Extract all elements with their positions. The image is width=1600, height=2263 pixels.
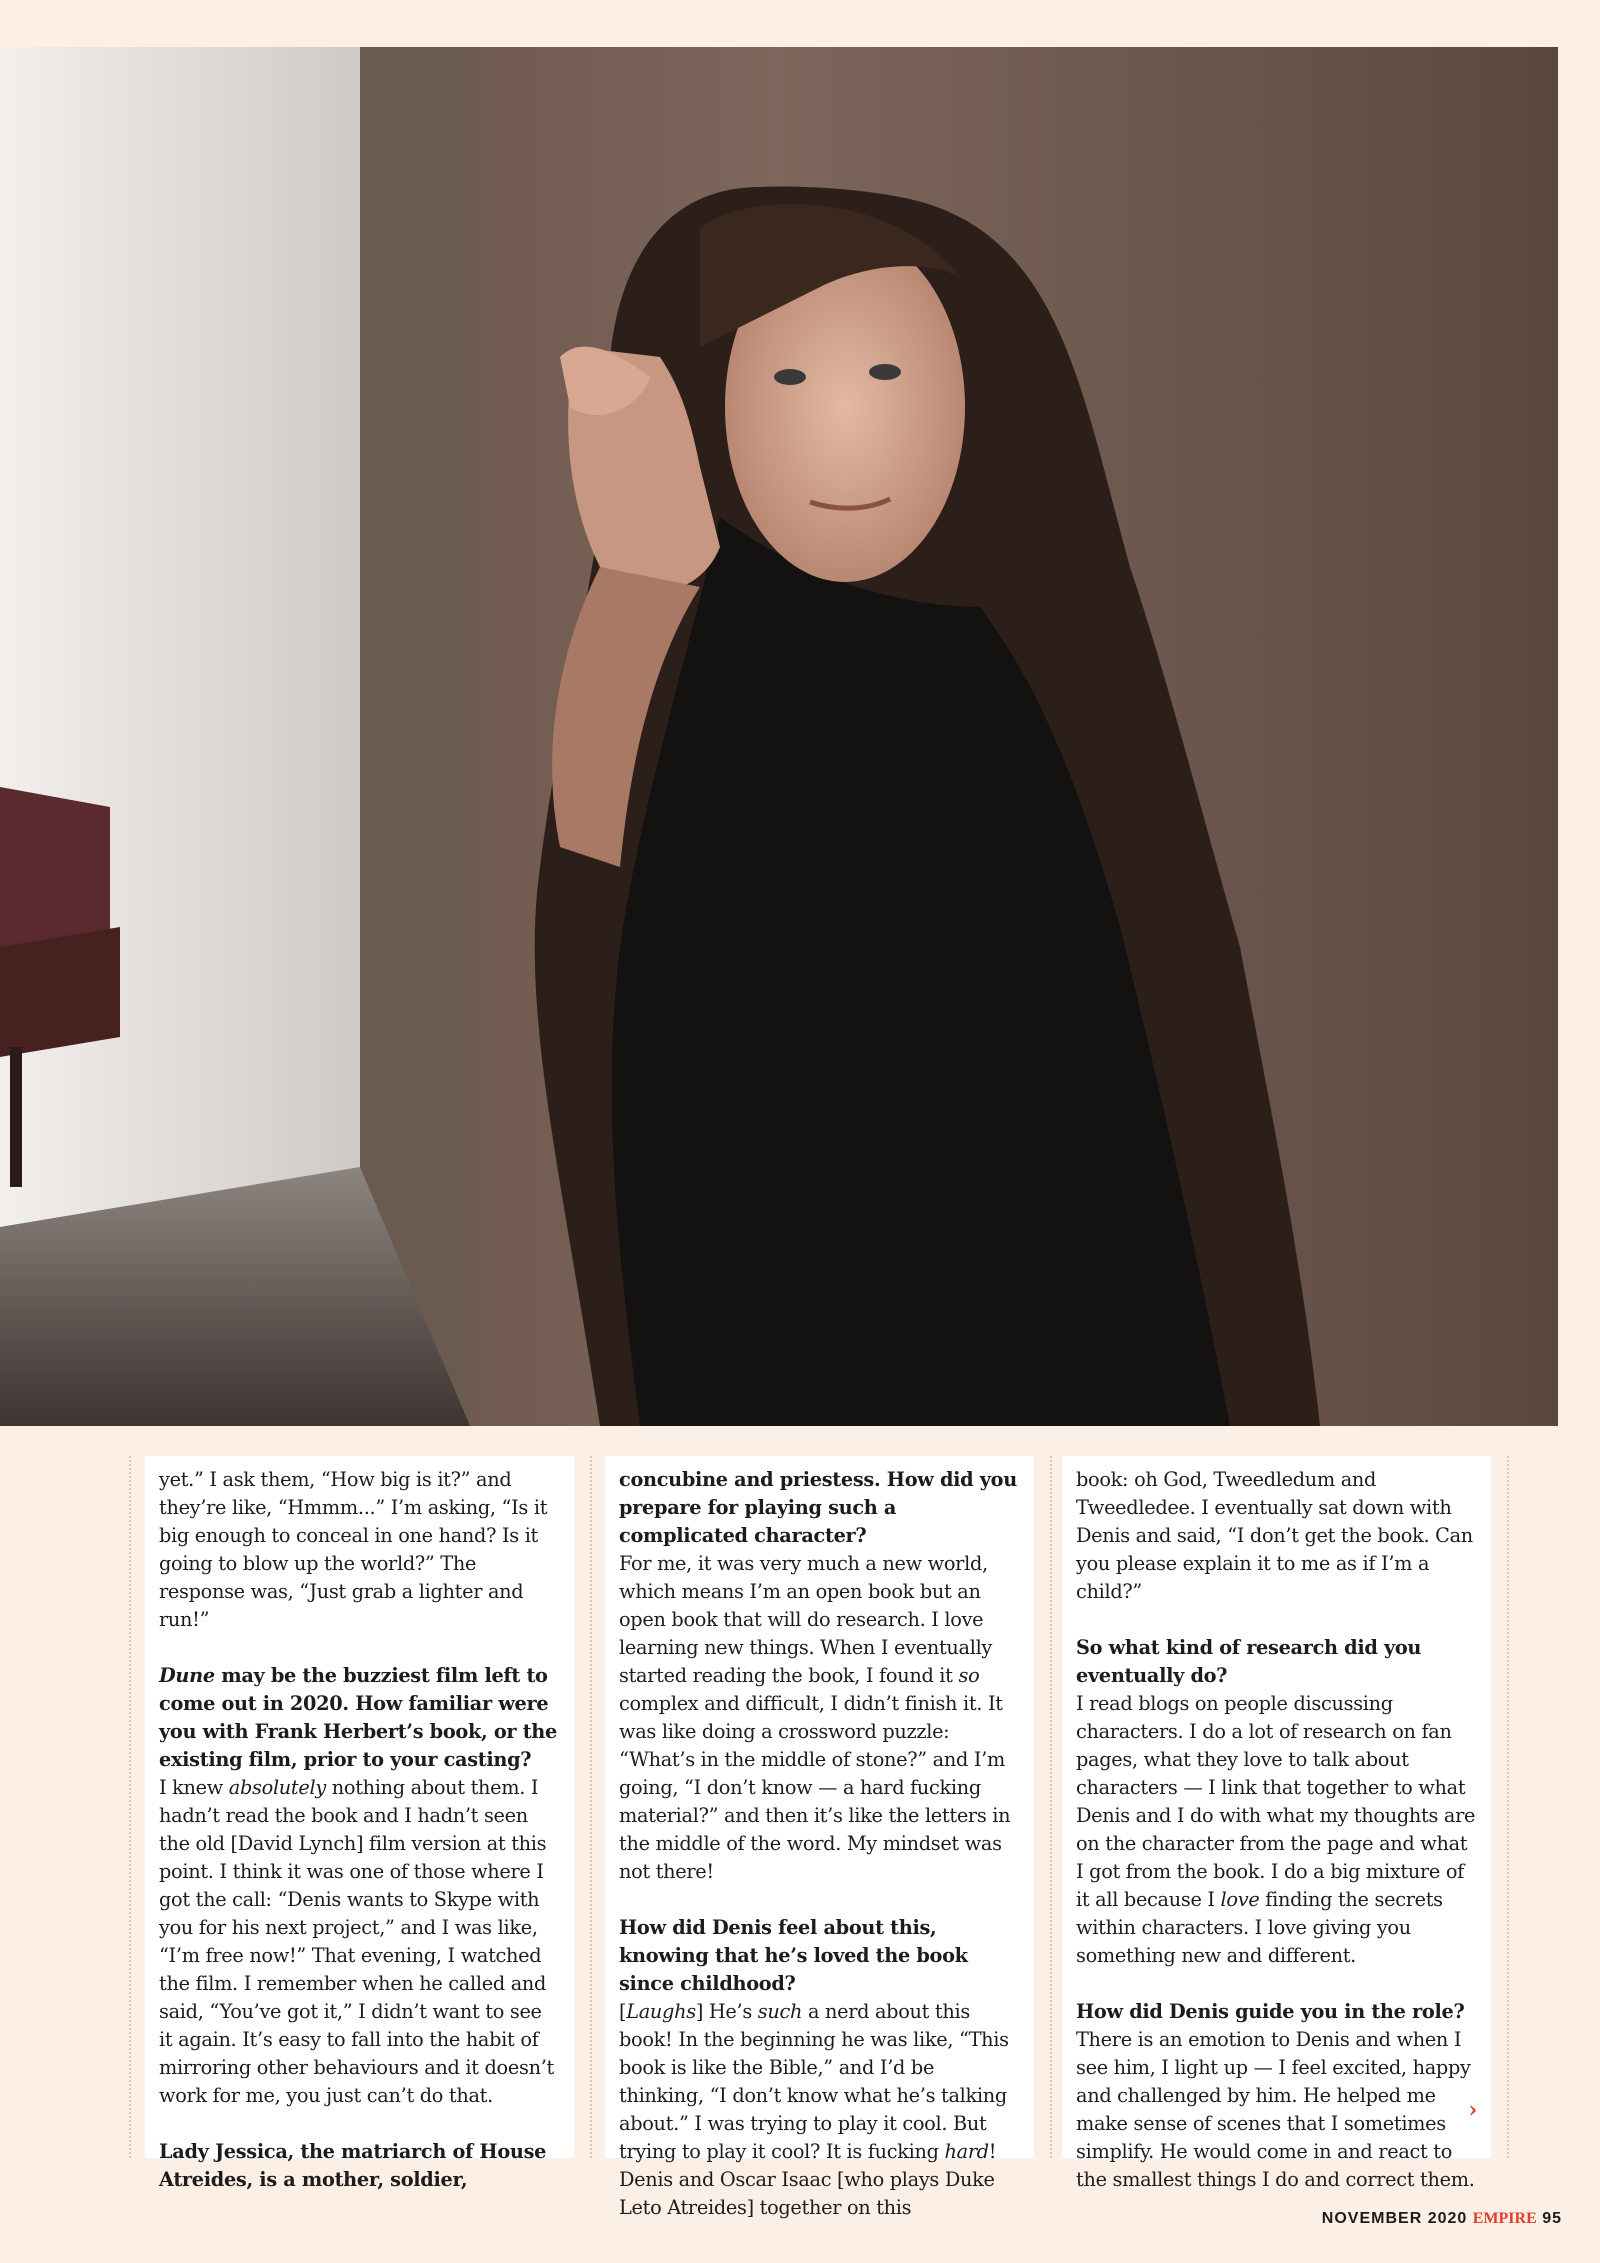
paragraph: book: oh God, Tweedledum and Tweedledee. I eventually sat down with Denis and said, “I don’t get the book. Can you please explain it to me as if I’m a child?”	[1076, 1468, 1473, 1603]
magazine-logo: EMPIRE	[1472, 2210, 1537, 2227]
page-number: 95	[1542, 2210, 1562, 2227]
continue-arrow-icon: ›	[1468, 2097, 1477, 2123]
question: Lady Jessica, the matriarch of House Atreides, is a mother, soldier,	[159, 2140, 547, 2191]
issue-date: NOVEMBER 2020	[1321, 2210, 1468, 2227]
question: How did Denis guide you in the role? There is an emotion to Denis and when I see him, I light up — I feel excited, happy and challenged by him. He helped me make sense of scenes that I sometimes simplify. He would come in and react to the smallest things I do and correct them.	[1076, 2000, 1475, 2191]
column-divider	[129, 1456, 131, 2158]
page-footer	[1322, 2210, 1562, 2228]
column-divider	[590, 1456, 592, 2158]
column-divider	[1507, 1456, 1509, 2158]
portrait-photo-icon	[0, 47, 1558, 1426]
question: concubine and priestess. How did you prepare for playing such a complicated character? For me, it was very much a new world, which means I’m an open book but an open book that will do research. I love learning new things. When I eventually started reading the book, I found it so complex and difficult, I didn’t finish it. It was like doing a crossword puzzle: “What’s in the middle of stone?” and I’m going, “I don’t know — a hard fucking material?” and then it’s like the letters in the middle of the word. My mindset was not there!	[619, 1468, 1017, 1883]
question: So what kind of research did you eventually do? I read blogs on people discussing characters. I do a lot of research on fan pages, what they love to talk about characters — I link that together to what Denis and I do with what my thoughts are on the character from the page and what I got from the book. I do a big mixture of it all because I love finding the secrets within characters. I love giving you something new and different.	[1076, 1636, 1476, 1967]
column-3	[1062, 1456, 1491, 2191]
question: How did Denis feel about this, knowing that he’s loved the book since childhood? [Laughs] He’s such a nerd about this book! In the beginning he was like, “This book is like the Bible,” and I’d be thinking, “I don’t know what he’s talking about.” I was trying to play it cool. But trying to play it cool? It is fucking hard! Denis and Oscar Isaac [who plays Duke Leto Atreides] together on this	[619, 1916, 1009, 2219]
paragraph: yet.” I ask them, “How big is it?” and they’re like, “Hmmm...” I’m asking, “Is it big enough to conceal in one hand? Is it going to blow up the world?” The response was, “Just grab a lighter and run!”	[159, 1468, 548, 1631]
column-divider	[1050, 1456, 1052, 2158]
hero-photo	[0, 47, 1558, 1426]
column-1	[145, 1456, 574, 2191]
column-2	[605, 1456, 1034, 2219]
question: Dune may be the buzziest film left to come out in 2020. How familiar were you with Frank Herbert’s book, or the existing film, prior to your casting? I knew absolutely nothing about them. I hadn’t read the book and I hadn’t seen the old [David Lynch] film version at this point. I think it was one of those where I got the call: “Denis wants to Skype with you for his next project,” and I was like, “I’m free now!” That evening, I watched the film. I remember when he called and said, “You’ve got it,” I didn’t want to see it again. It’s easy to fall into the habit of mirroring other behaviours and it doesn’t work for me, you just can’t do that.	[159, 1664, 557, 2107]
